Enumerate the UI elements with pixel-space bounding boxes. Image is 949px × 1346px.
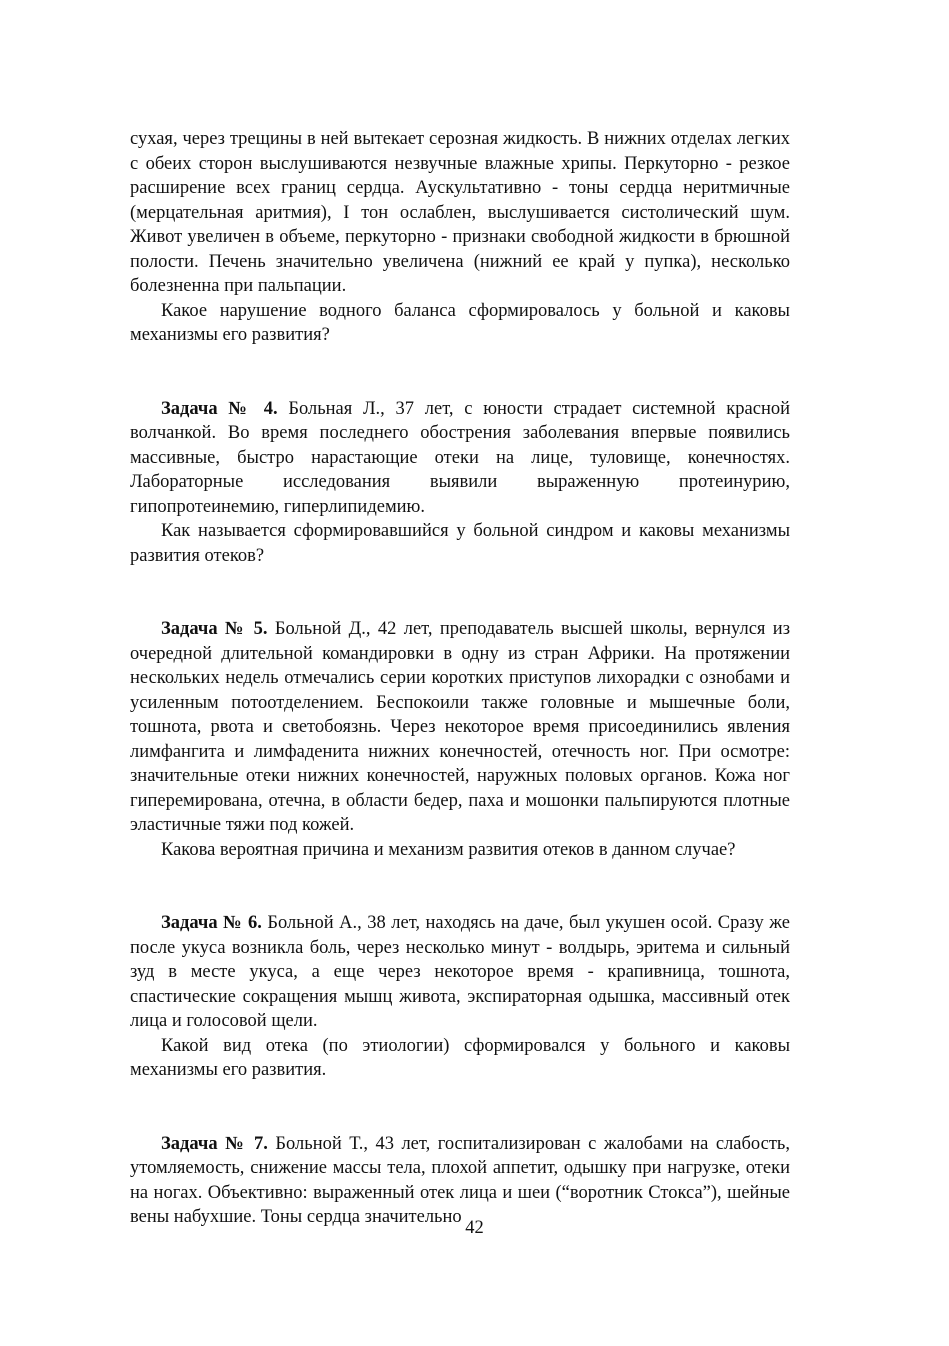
page-number: 42 xyxy=(465,1218,484,1238)
task-5-paragraph xyxy=(130,617,790,838)
task-4-paragraph xyxy=(130,397,790,520)
intro-question: Какое нарушение водного баланса сформировалось у больной и каковы механизмы его развития? xyxy=(130,300,790,345)
task-7-paragraph xyxy=(130,1132,790,1230)
intro-text: сухая, через трещины в ней вытекает серозная жидкость. В нижних отделах легких с обеих сторон выслушиваются незвучные влажные хрипы. Перкуторно - резкое расширение всех границ сердца. Аускультативно - тоны сердца неритмичные (мерцательная аритмия), I тон ослаблен, выслушивается систолический шум. Живот увеличен в объеме, перкуторно - признаки свободной жидкости в брюшной полости. Печень значительно увеличена (нижний ее край у пупка), несколько болезненна при пальпации. xyxy=(130,129,790,296)
task-4-question: Как называется сформировавшийся у больной синдром и каковы механизмы развития отеков? xyxy=(130,521,790,566)
task-7-title: Задача № 7. xyxy=(161,1133,268,1154)
task-7-text: Больной Т., 43 лет, госпитализирован с жалобами на слабость, утомляемость, снижение массы тела, плохой аппетит, одышку при нагрузке, отеки на ногах. Объективно: выраженный отек лица и шеи (“воротник Стокса”), шейные вены набухшие. Тоны сердца значительно xyxy=(130,1133,790,1227)
task-6-paragraph xyxy=(130,911,790,1034)
task-4-title: Задача № 4. xyxy=(161,398,278,419)
task-6-title: Задача № 6. xyxy=(161,913,262,933)
task-5-question: Какова вероятная причина и механизм развития отеков в данном случае? xyxy=(161,839,736,860)
task-4-text: Больная Л., 37 лет, с юности страдает системной красной волчанкой. Во время последнего обострения заболевания впервые появились массивные, быстро нарастающие отеки на лице, туловище, конечностях. Лабораторные исследования выявили выраженную протеинурию, гипопротеинемию, гиперлипидемию. xyxy=(130,398,791,517)
task-6-question: Какой вид отека (по этиологии) сформировался у больного и каковы механизмы его развития. xyxy=(130,1035,790,1080)
task-5-title: Задача № 5. xyxy=(161,619,268,639)
task-5-text: Больной Д., 42 лет, преподаватель высшей школы, вернулся из очередной длительной командировки в одну из стран Африки. На протяжении нескольких недель отмечались серии коротких приступов лихорадки с ознобами и усиленным потоотделением. Беспокоили также головные и мышечные боли, тошнота, рвота и светобоязнь. Через некоторое время присоединились явления лимфангита и лимфаденита нижних конечностей, отечность ног. При осмотре: значительные отеки нижних конечностей, наружных половых органов. Кожа ног гиперемирована, отечна, в области бедер, паха и мошонки пальпируются плотные эластичные тяжи под кожей. xyxy=(130,619,791,835)
task-6-text: Больной А., 38 лет, находясь на даче, был укушен осой. Сразу же после укуса возникла боль, через несколько минут - волдырь, эритема и сильный зуд в месте укуса, а еще через некоторое время - крапивница, тошнота, спастические сокращения мышц живота, экспираторная одышка, массивный отек лица и голосовой щели. xyxy=(130,913,791,1031)
document-page xyxy=(130,127,790,1230)
